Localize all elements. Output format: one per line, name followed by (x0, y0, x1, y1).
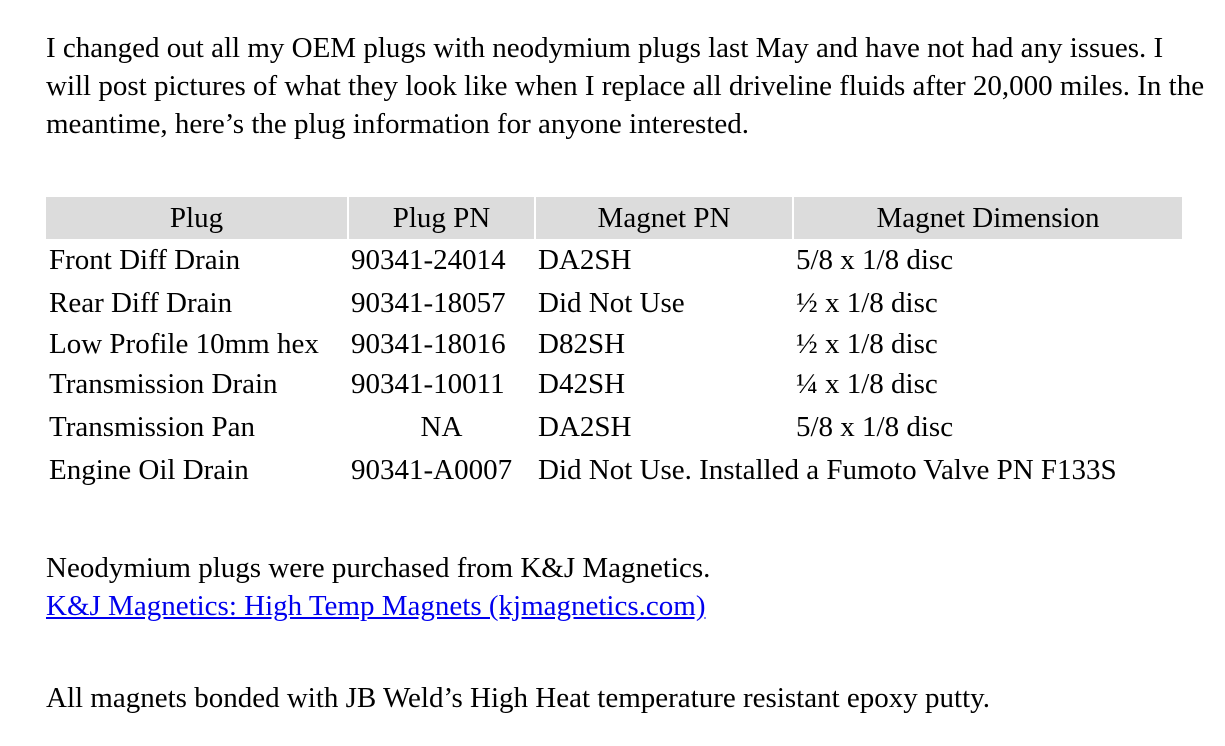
cell-magnet-dimension: ½ x 1/8 disc (796, 287, 938, 319)
cell-plug: Front Diff Drain (49, 244, 241, 276)
cell-plug: Low Profile 10mm hex (49, 327, 319, 360)
cell-plug-pn: 90341-18016 (351, 327, 506, 360)
cell-plug-pn: 90341-24014 (351, 244, 506, 276)
cell-magnet-dimension: ¼ x 1/8 disc (796, 368, 938, 400)
table-header-row (46, 197, 1182, 239)
cell-magnet-dimension: ½ x 1/8 disc (796, 327, 938, 360)
cell-magnet-dimension: 5/8 x 1/8 disc (796, 244, 954, 276)
header-magnet-pn: Magnet PN (535, 197, 793, 239)
cell-magnet-pn: Did Not Use (538, 287, 685, 319)
epoxy-note: All magnets bonded with JB Weld’s High Heat temperature resistant epoxy putty. (46, 682, 991, 714)
header-plug: Plug (46, 197, 348, 239)
cell-plug: Engine Oil Drain (49, 454, 249, 486)
cell-magnet-pn: Did Not Use. Installed a Fumoto Valve PN F133S (538, 454, 1117, 486)
header-plug-pn: Plug PN (348, 197, 535, 239)
header-magnet-dimension: Magnet Dimension (793, 197, 1182, 239)
table-row (46, 239, 1182, 282)
cell-magnet-pn: D82SH (538, 327, 626, 360)
cell-plug-pn: 90341-18057 (351, 287, 506, 319)
table-row (46, 363, 1182, 406)
cell-magnet-pn: DA2SH (538, 411, 632, 443)
cell-magnet-pn: DA2SH (538, 244, 632, 276)
cell-magnet-dimension: 5/8 x 1/8 disc (796, 411, 954, 443)
cell-plug: Transmission Pan (49, 411, 256, 443)
intro-paragraph: I changed out all my OEM plugs with neodymium plugs last May and have not had any issues. I will post pictures of what they look like when I replace all driveline fluids after 20,000 miles. In the meantime, here’s the plug information for anyone interested. (46, 32, 1205, 140)
table-row (46, 325, 1182, 363)
cell-plug-pn: NA (420, 411, 463, 443)
table-row (46, 282, 1182, 325)
table-row (46, 449, 1182, 492)
cell-plug-pn: 90341-A0007 (351, 454, 513, 486)
source-note: Neodymium plugs were purchased from K&J Magnetics. (46, 552, 711, 584)
table-row (46, 406, 1182, 449)
kj-magnetics-link[interactable]: K&J Magnetics: High Temp Magnets (kjmagnetics.com) (46, 590, 706, 622)
cell-plug-pn: 90341-10011 (351, 368, 505, 400)
cell-plug: Rear Diff Drain (49, 287, 233, 319)
plug-table (46, 197, 1182, 492)
cell-plug: Transmission Drain (49, 368, 278, 400)
cell-magnet-pn: D42SH (538, 368, 626, 400)
